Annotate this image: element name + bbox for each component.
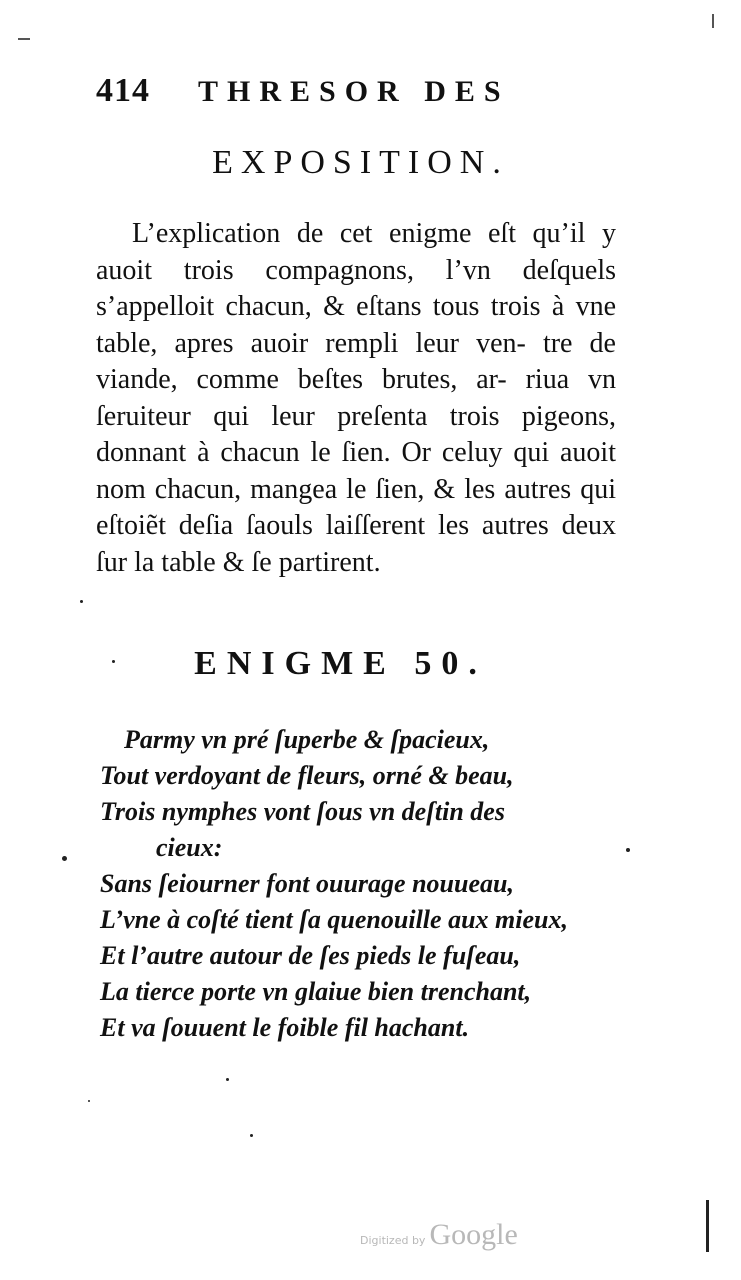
- text-line: y auoit trois compagnons, l’vn deſquels: [96, 218, 616, 286]
- text-line: ſien, & les autres qui eſtoiẽt deſia ſaouls: [96, 473, 616, 541]
- enigme-verse: [100, 722, 630, 1046]
- text-line: riua vn ſeruiteur qui leur preſenta trois: [96, 364, 616, 432]
- ink-speck: [250, 1134, 253, 1137]
- corner-mark-top-right: [712, 14, 714, 28]
- running-header: [96, 72, 536, 112]
- text-line: tre de viande, comme beſtes brutes, ar-: [96, 327, 616, 395]
- text-line: vne table, apres auoir rempli leur ven-: [96, 291, 616, 359]
- text-line: L’explication de cet enigme eſt qu’il: [132, 218, 602, 249]
- verse-line: Parmy vn pré ſuperbe & ſpacieux,: [124, 725, 490, 754]
- digitized-by-label: Digitized by: [360, 1234, 426, 1247]
- text-line: laiſſerent les autres deux ſur la table &: [96, 510, 616, 578]
- text-line: celuy qui auoit nom chacun, mangea le: [96, 437, 616, 505]
- verse-line: Et l’autre autour de ſes pieds le fuſeau,: [100, 941, 521, 970]
- ink-speck: [88, 1100, 90, 1102]
- running-head: THRESOR DES: [198, 75, 510, 108]
- corner-mark-top-left: [18, 38, 30, 40]
- google-watermark: [360, 1218, 518, 1252]
- exposition-paragraph: [96, 216, 616, 581]
- text-line: s’appelloit chacun, & eſtans tous trois à: [96, 291, 576, 322]
- ink-speck: [226, 1078, 229, 1081]
- enigme-title: ENIGME 50.: [194, 645, 487, 682]
- verse-line: L’vne à coſté tient ſa quenouille aux mieux,: [100, 905, 568, 934]
- ink-speck: [62, 856, 67, 861]
- ink-speck: [626, 848, 630, 852]
- verse-line: Et va ſouuent le foible fil hachant.: [100, 1013, 470, 1042]
- google-logo: Google: [429, 1218, 518, 1251]
- verse-line: Tout verdoyant de fleurs, orné & beau,: [100, 761, 514, 790]
- margin-rule: [706, 1200, 709, 1252]
- verse-line: Trois nymphes vont ſous vn deſtin des: [100, 797, 505, 826]
- exposition-title: EXPOSITION.: [212, 144, 509, 181]
- verse-line: Sans ſeiourner font ouurage nouueau,: [100, 869, 514, 898]
- verse-line: cieux:: [156, 833, 223, 862]
- verse-line: La tierce porte vn glaiue bien trenchant,: [100, 977, 532, 1006]
- text-line: pigeons, donnant à chacun le ſien. Or: [96, 400, 616, 468]
- page-number: 414: [96, 72, 150, 109]
- ink-speck: [80, 600, 83, 603]
- ink-speck: [112, 660, 115, 663]
- text-line: ſe partirent.: [251, 546, 381, 578]
- exposition-text: [96, 216, 616, 581]
